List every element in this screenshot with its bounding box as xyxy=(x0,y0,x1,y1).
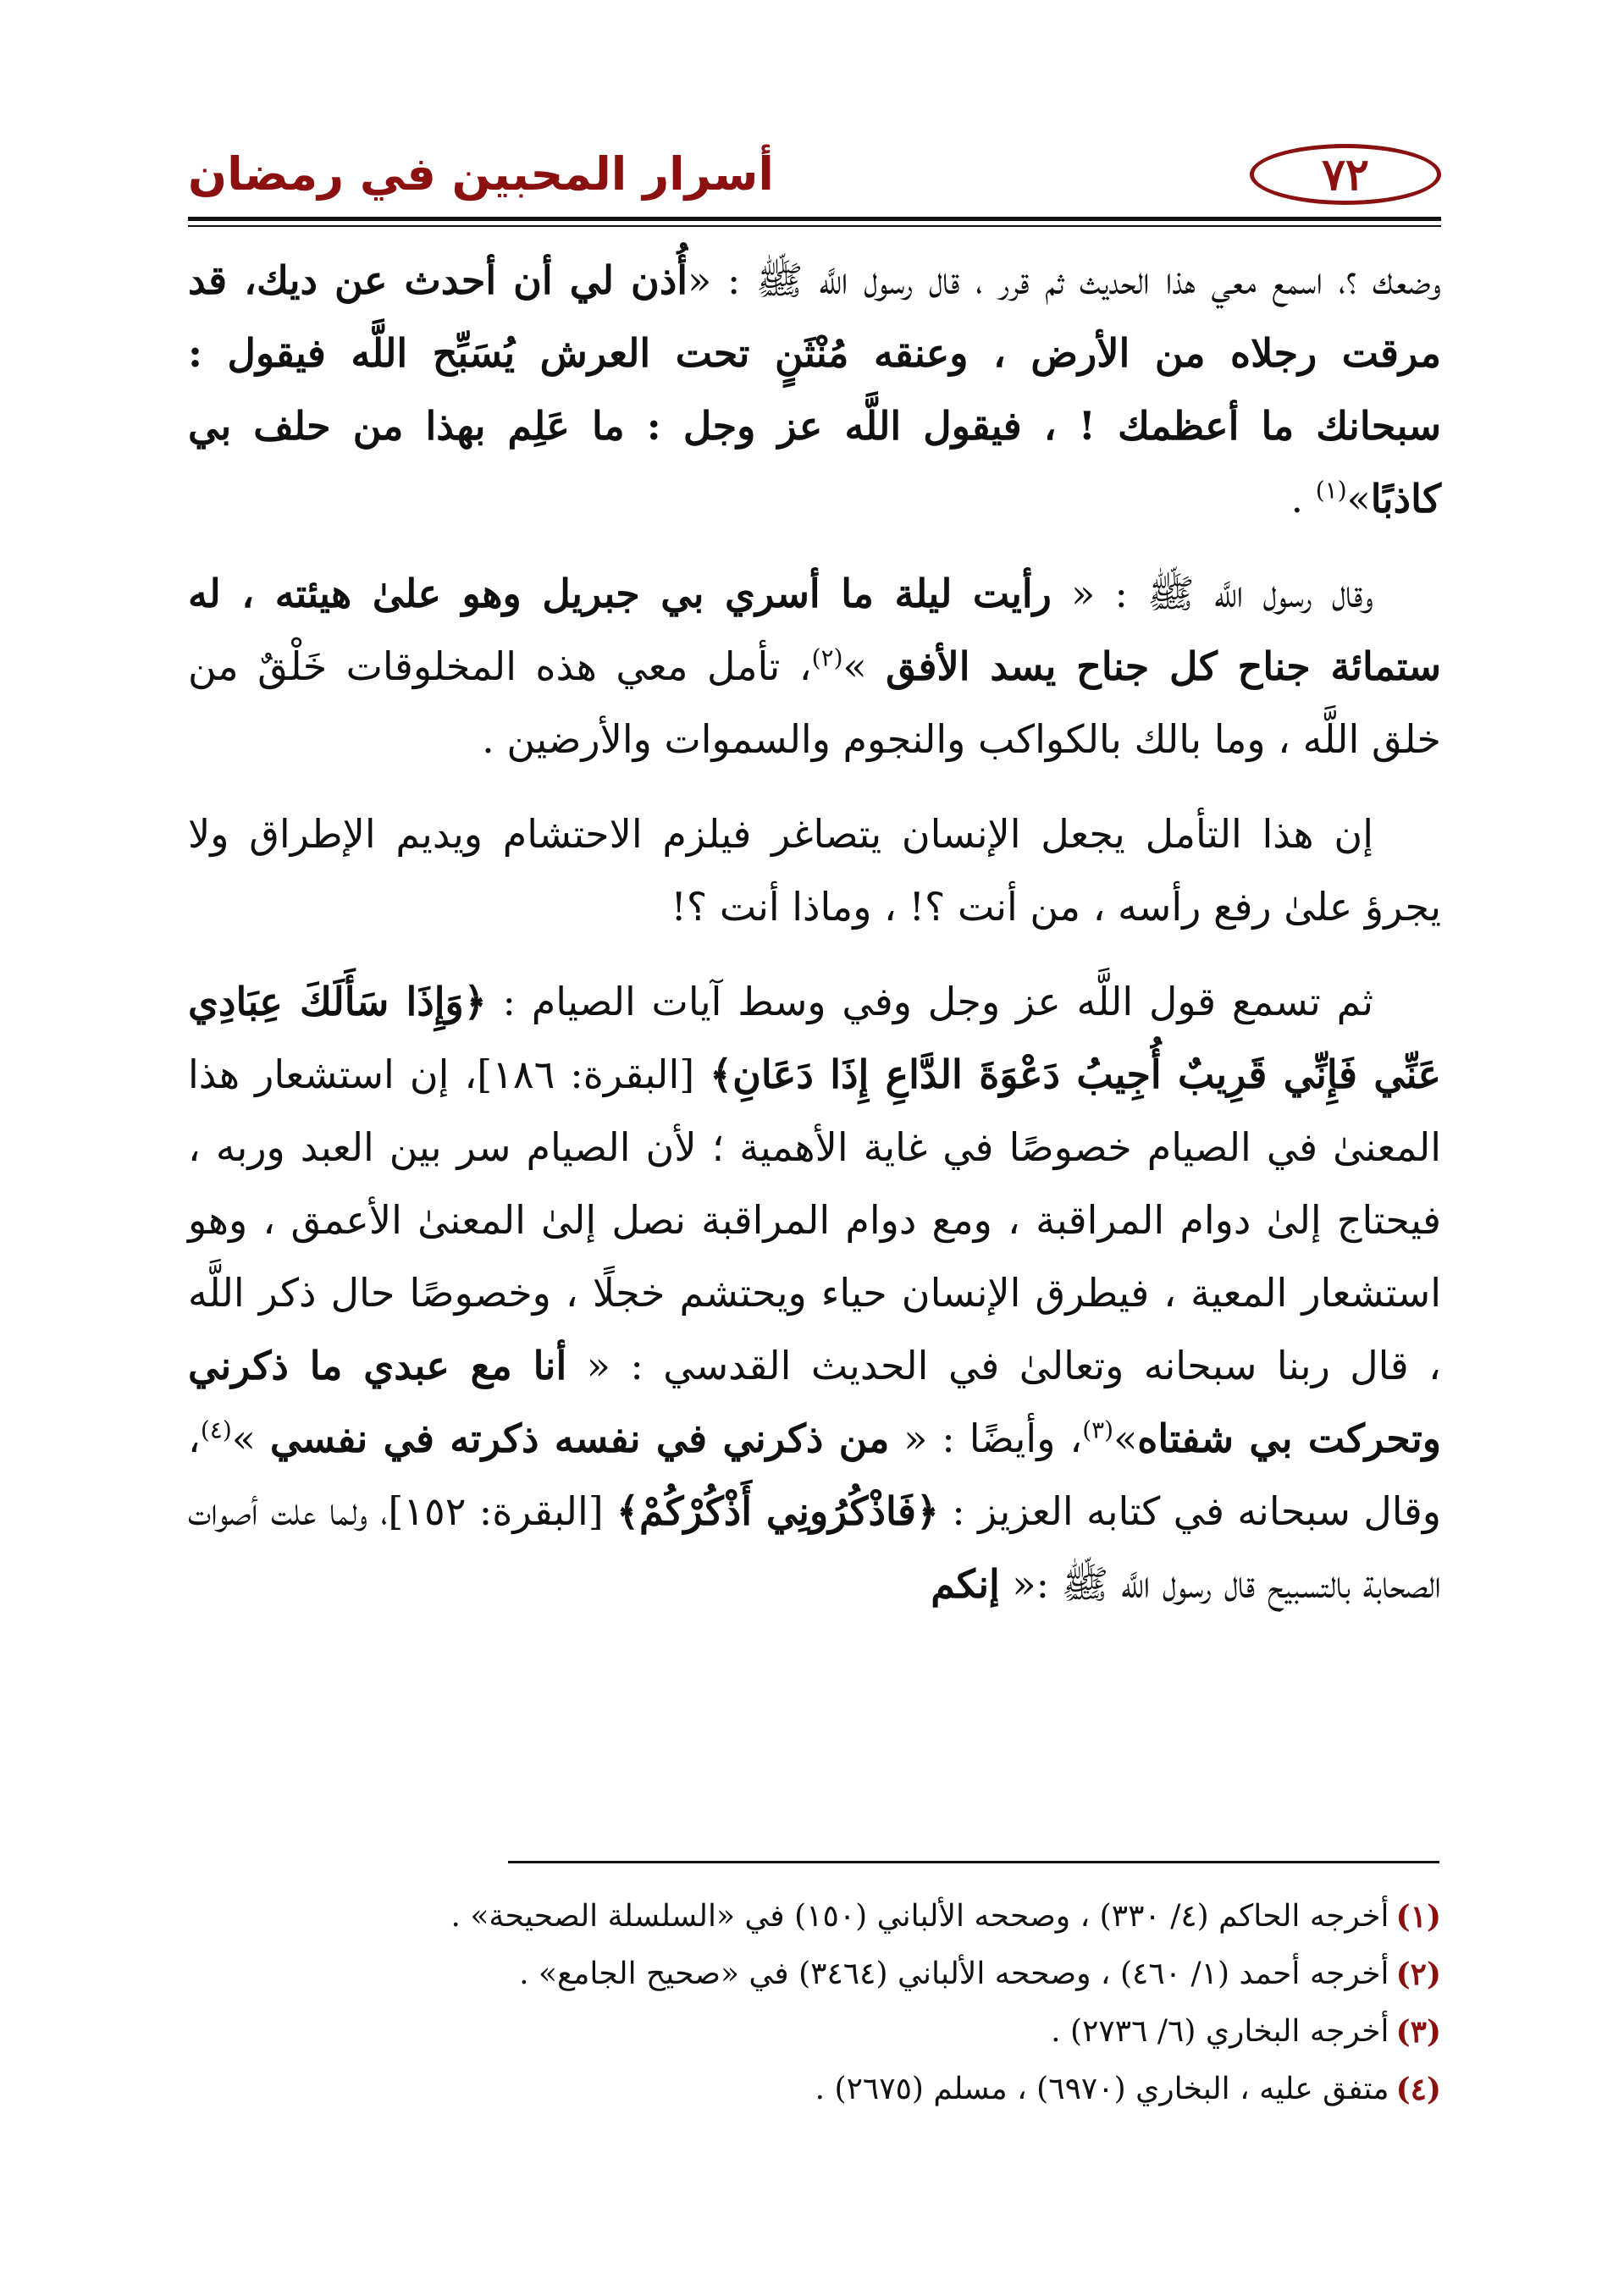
text-run: وقال رسول اللَّه ﷺ : « xyxy=(1051,571,1373,616)
footnote xyxy=(188,1888,1441,1946)
footnote-text: أخرجه أحمد (١/ ٤٦٠) ، وصححه الألباني (٣٤٦٤) في «صحيح الجامع» . xyxy=(519,1957,1389,1991)
text-run: . xyxy=(1290,476,1316,522)
quoted-text: ﴿وَإِذَا سَأَلَكَ عِبَادِي عَنِّي فَإِنِّي قَرِيبٌ أُجِيبُ دَعْوَةَ الدَّاعِ إِذَا دَعَانِ﴾ xyxy=(188,979,1441,1097)
footnote-reference: (١) xyxy=(1315,476,1347,505)
text-run: » xyxy=(1346,476,1371,522)
text-run: » xyxy=(1113,1416,1138,1461)
quoted-text: أنا مع عبدي ما ذكرني وتحركت بي شفتاه xyxy=(188,1343,1441,1461)
text-run: ، وقال سبحانه في كتابه العزيز : xyxy=(188,1416,1441,1534)
footnote-text: متفق عليه ، البخاري (٦٩٧٠) ، مسلم (٢٦٧٥) . xyxy=(815,2072,1389,2106)
text-run: [البقرة: ١٨٦]، إن استشعار هذا المعنىٰ في الصيام خصوصًا في غاية الأهمية ؛ لأن الصيام سر بين العبد وربه ، فيحتاج إلىٰ دوام المراقبة ، ومع دوام المراقبة نصل إلىٰ المعنىٰ الأعمق ، وهو استشعار المعية ، فيطرق الإنسان حياء ويحتشم خجلًا ، وخصوصًا حال ذكر اللَّه ، قال ربنا سبحانه وتعالىٰ في الحديث القدسي : « xyxy=(188,1051,1441,1388)
footnote-reference: (٤) xyxy=(200,1416,232,1444)
body-paragraph xyxy=(188,798,1441,943)
page-number-badge xyxy=(1250,144,1441,205)
text-run: وضعك ؟، اسمع معي هذا الحديث ثم قرر ، قال رسول اللَّه ﷺ : « xyxy=(688,257,1441,303)
footnote xyxy=(188,1946,1441,2003)
text-run: » xyxy=(231,1416,270,1461)
page-number-oval xyxy=(1250,144,1441,205)
text-run: ، تأمل معي هذه المخلوقات خَلْقٌ من خلق اللَّه ، وما بالك بالكواكب والنجوم والسموات والأرضين . xyxy=(188,643,1441,762)
footnote-reference: (٣) xyxy=(1082,1416,1114,1444)
text-run: إن هذا التأمل يجعل الإنسان يتصاغر فيلزم الاحتشام ويديم الإطراق ولا يجرؤ علىٰ رفع رأسه ، من أنت ؟! ، وماذا أنت ؟! xyxy=(188,811,1441,930)
footnote xyxy=(188,2061,1441,2118)
quoted-text: رأيت ليلة ما أسري بي جبريل وهو علىٰ هيئته ، له ستمائة جناح كل جناح يسد الأفق xyxy=(188,571,1442,689)
footnote xyxy=(188,2003,1441,2061)
page-header xyxy=(188,144,1441,212)
footnote-number: (٢) xyxy=(1395,1957,1441,1992)
footnote-text: أخرجه البخاري (٦/ ٢٧٣٦) . xyxy=(1051,2014,1389,2049)
quoted-text: ﴿فَاذْكُرُونِي أَذْكُرْكُمْ﴾ xyxy=(616,1488,939,1534)
quoted-text: أُذن لي أن أحدث عن ديك، قد مرقت رجلاه من الأرض ، وعنقه مُنْثَنٍ تحت العرش يُسَبِّح اللَّه فيقول : سبحانك ما أعظمك ! ، فيقول اللَّه عز وجل : ما عَلِم بهذا من حلف بي كاذبًا xyxy=(188,257,1441,522)
page-number: ٧٢ xyxy=(1322,148,1369,201)
header-rule-thin xyxy=(188,225,1441,227)
body-paragraph xyxy=(188,557,1441,775)
body-text xyxy=(188,244,1441,1642)
quoted-text: إنكم xyxy=(931,1561,1000,1607)
body-paragraph xyxy=(188,244,1441,535)
text-run: [البقرة: ١٥٢]، ولما علت أصوات الصحابة بالتسبيح قال رسول اللَّه ﷺ :« xyxy=(188,1488,1441,1607)
footnote-reference: (٢) xyxy=(811,643,843,672)
text-run: ثم تسمع قول اللَّه عز وجل وفي وسط آيات الصيام : xyxy=(486,979,1374,1024)
body-paragraph xyxy=(188,965,1441,1620)
footnote-number: (١) xyxy=(1395,1899,1441,1934)
footnote-text: أخرجه الحاكم (٤/ ٣٣٠) ، وصححه الألباني (١٥٠) في «السلسلة الصحيحة» . xyxy=(450,1899,1389,1934)
quoted-text: من ذكرني في نفسه ذكرته في نفسي xyxy=(269,1416,890,1461)
text-run: ، وأيضًا : « xyxy=(889,1416,1083,1461)
footnotes xyxy=(188,1888,1441,2118)
footnote-number: (٤) xyxy=(1395,2072,1441,2107)
text-run: » xyxy=(842,643,887,689)
book-title: أسرار المحبين في رمضان xyxy=(188,147,774,201)
footnote-separator xyxy=(508,1861,1439,1863)
header-rule-thick xyxy=(188,217,1441,221)
footnote-number: (٣) xyxy=(1395,2014,1441,2050)
